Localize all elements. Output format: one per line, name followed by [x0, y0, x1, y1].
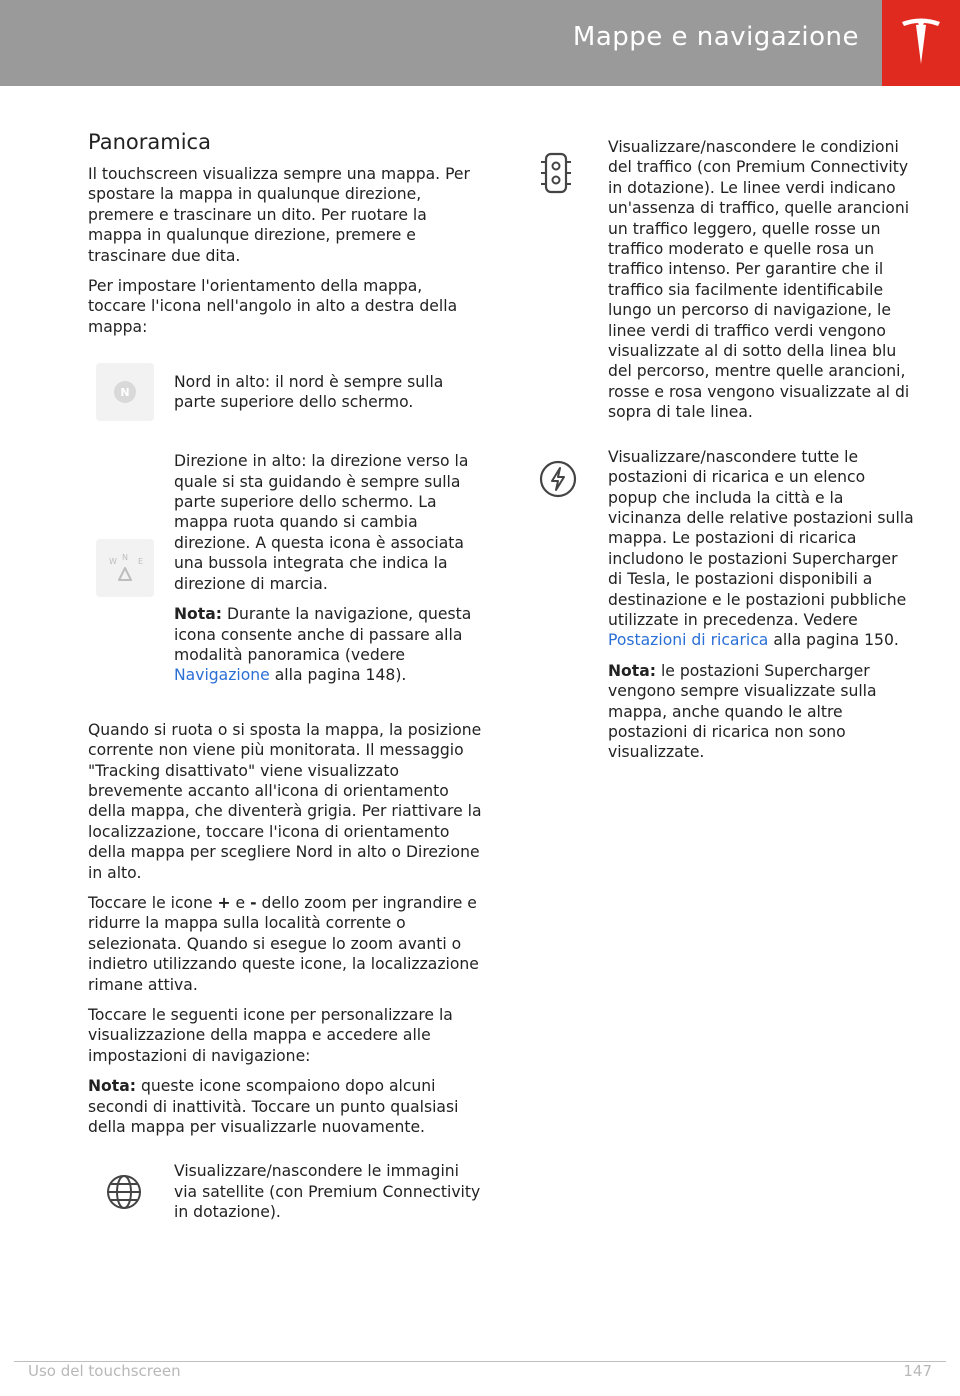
icons-note: Nota: queste icone scompaiono dopo alcuni secondi di inattività. Toccare un punto qualsiasi della mappa per visualizzarle nuovamente. [88, 1077, 459, 1137]
footer-section-name: Uso del touchscreen [28, 1362, 181, 1380]
charging-bolt-icon [536, 457, 580, 501]
charging-text: Visualizzare/nascondere tutte le postazioni di ricarica e un elenco popup che includa la città e la vicinanza delle relative postazioni sulla mappa. Le postazioni di ricarica includono le postazioni Supercharger di Tesla, le postazioni disponibili a destinazione e le postazioni pubbliche utilizzate in precedenza. Vedere Postazioni di ricarica alla pagina 150. [608, 447, 914, 650]
left-column [88, 128, 484, 1223]
heading-up-text: Direzione in alto: la direzione verso la quale si sta guidando è sempre sulla parte superiore dello schermo. La mappa ruota quando si cambia direzione. A questa icona è associata una bussola integrata che indica la direzione di marcia. [174, 452, 469, 593]
heading-up-compass-icon [96, 539, 154, 597]
zoom-minus-glyph: - [250, 893, 257, 912]
satellite-text: Visualizzare/nascondere le immagini via satellite (con Premium Connectivity in dotazione). [174, 1162, 481, 1222]
heading-up-row [88, 451, 484, 685]
compass-letter-e: E [138, 557, 144, 567]
north-up-text: Nord in alto: il nord è sempre sulla parte superiore dello schermo. [174, 372, 444, 412]
intro-paragraph: Il touchscreen visualizza sempre una mappa. Per spostare la mappa in qualunque direzione, premere e trascinare un dito. Per ruotare la mappa in qualunque direzione, premere e trascinare due dita. [88, 165, 470, 265]
satellite-row [88, 1161, 484, 1222]
page-title: Mappe e navigazione [572, 22, 859, 52]
customize-paragraph: Toccare le seguenti icone per personalizzare la visualizzazione della mappa e accedere alle impostazioni di navigazione: [88, 1006, 453, 1065]
north-up-icon [96, 363, 154, 421]
tesla-logo-icon [900, 16, 942, 68]
heading-up-note: Nota: Durante la navigazione, questa icona consente anche di passare alla modalità panoramica (vedere Navigazione alla pagina 148). [174, 605, 472, 685]
north-letter: N [120, 386, 130, 400]
navigation-link[interactable]: Navigazione [174, 666, 270, 685]
tesla-logo [882, 0, 960, 86]
orientation-paragraph: Per impostare l'orientamento della mappa, toccare l'icona nell'angolo in alto a destra della mappa: [88, 277, 458, 336]
globe-icon [104, 1172, 144, 1212]
right-column [536, 137, 916, 763]
compass-letter-n: N [122, 553, 128, 563]
compass-letter-w: W [109, 557, 117, 567]
charging-note: Nota: le postazioni Supercharger vengono sempre visualizzate sulla mappa, anche quando le altre postazioni di ricarica non sono visualizzate. [608, 661, 877, 762]
traffic-light-icon [536, 151, 576, 195]
charging-locations-link[interactable]: Postazioni di ricarica [608, 631, 769, 650]
zoom-paragraph: Toccare le icone + e - dello zoom per ingrandire e ridurre la mappa sulla località corrente o selezionata. Quando si esegue lo zoom avanti o indietro utilizzando queste icone, la localizzazione rimane attiva. [88, 893, 479, 994]
section-heading: Panoramica [88, 130, 211, 154]
traffic-row [536, 137, 916, 423]
tracking-paragraph: Quando si ruota o si sposta la mappa, la posizione corrente non viene più monitorata. Il messaggio "Tracking disattivato" viene visualizzato brevemente accanto all'icona di orientamento della mappa, che diventerà grigia. Per riattivare la localizzazione, toccare l'icona di orientamento della mappa per scegliere Nord in alto o Direzione in alto. [88, 720, 482, 882]
traffic-text: Visualizzare/nascondere le condizioni del traffico (con Premium Connectivity in dotazione). Le linee verdi indicano un'assenza di traffico, quelle arancioni un traffico leggero, quelle rosse un traffico moderato e quelle rosa un traffico intenso. Per garantire che il traffico sia facilmente identificabile lungo un percorso di navigazione, le linee verdi di traffico verdi vengono visualizzate al di sotto della linea blu del percorso, mentre quelle arancioni, rosse e rosa vengono visualizzate al di sopra di tale linea. [608, 138, 910, 422]
footer-page-number: 147 [903, 1362, 932, 1380]
north-up-row [88, 363, 484, 421]
page-header [0, 0, 960, 86]
zoom-plus-glyph: + [217, 893, 231, 912]
charging-row [536, 447, 916, 763]
